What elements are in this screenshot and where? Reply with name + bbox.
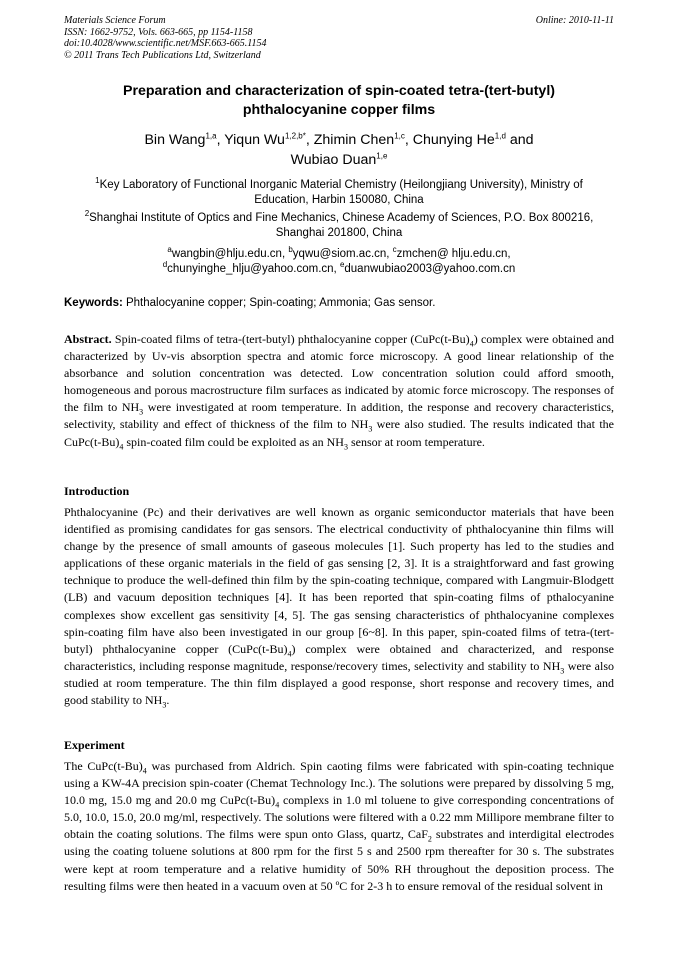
email-list: [64, 247, 614, 277]
author-name: Wubiao Duan: [290, 152, 377, 168]
affiliation-2-line-1: [64, 211, 614, 226]
keywords-text: Phthalocyanine copper; Spin-coating; Ammonia; Gas sensor.: [122, 297, 436, 309]
subscript: 3: [560, 666, 565, 676]
email-link[interactable]: wangbin@hlju.edu.cn,: [171, 248, 289, 260]
intro-text: ) complex were obtained and characterized, and response characteristics, including response magnitude, response/recovery times, selectivity and stability to NH: [64, 641, 614, 673]
email-line-2: [64, 262, 614, 277]
keywords: [64, 296, 614, 311]
section-heading-experiment: Experiment: [64, 738, 125, 752]
intro-text: Phthalocyanine (Pc) and their derivatives are well known as organic semiconductor materials that have been identified as promising candidates for gas sensors. The electrical conductivity of phthalocyanine thin films will change by the presence of small amounts of gaseous molecules [1]. Such property has led to the studies and applications of these organic materials in the field of gas sensing [2, 3]. It is a straightforward and fast growing technique to produce the well-defined thin film by the spin-coating technique, compared with Langmuir-Blodgett (LB) and vacuum deposition techniques [4]. It has been reported that spin-coating films of pthalocyanine complexes show excellent gas sensitivity [4, 5]. The gas sensing characteristics of phthalocyanine complexes spin-coating film have also been investigated in our group [6~8]. In this paper, spin-coated films of tetra-(tert-butyl) phthalocyanine copper (CuPc(t-Bu): [64, 505, 614, 656]
keywords-label: Keywords:: [64, 297, 123, 309]
affiliation-2-line-2: Shanghai 201800, China: [275, 227, 403, 239]
subscript: 4: [469, 339, 474, 349]
email-link[interactable]: duanwubiao2003@yahoo.com.cn: [344, 263, 516, 275]
affiliation-2: [64, 211, 614, 241]
online-date: Online: 2010-11-11: [535, 15, 614, 26]
journal-name: Materials Science Forum: [64, 15, 166, 26]
introduction-paragraph: [64, 504, 614, 709]
author-list: [64, 130, 614, 170]
subscript: 3: [343, 441, 348, 451]
intro-text: .: [166, 693, 170, 708]
author-sup: 1,a: [205, 131, 217, 141]
affiliation-sup: 2: [84, 209, 90, 219]
affiliation-text: Shanghai Institute of Optics and Fine Mechanics, Chinese Academy of Sciences, P.O. Box 800216,: [89, 212, 594, 224]
subscript: 4: [142, 766, 147, 776]
abstract-text: were also studied. The results indicated that the CuPc(t-Bu): [64, 417, 614, 449]
doi-line[interactable]: doi:10.4028/www.scientific.net/MSF.663-665.1154: [64, 38, 267, 49]
authors-line-2: [64, 150, 614, 170]
author-name: Bin Wang: [144, 132, 206, 148]
abstract-label: Abstract.: [64, 332, 112, 346]
subscript: 4: [119, 441, 124, 451]
author-name: Chunying He: [412, 132, 495, 148]
subscript: 3: [368, 424, 373, 434]
paper-title: [64, 82, 614, 120]
author-sup: 1,c: [394, 131, 405, 141]
affiliation-1-line-1: [64, 178, 614, 193]
author-name: Zhimin Chen: [313, 132, 395, 148]
abstract-text: sensor at room temperature.: [347, 434, 485, 449]
experiment-paragraph: [64, 758, 614, 895]
experiment-text: was purchased from Aldrich. Spin caoting films were fabricated with spin-coating technique using a KW-4A precision spin-coater (Chemat Technology Inc.). The solutions were prepared by dissolving 5 mg, 10.0 mg, 15.0 mg and 20.0 mg CuPc(t-Bu): [64, 759, 614, 808]
issn-line: ISSN: 1662-9752, Vols. 663-665, pp 1154-1158: [64, 26, 253, 38]
abstract-text: Spin-coated films of tetra-(tert-butyl) phthalocyanine copper (CuPc(t-Bu): [111, 332, 470, 346]
email-link[interactable]: zmchen@ hlju.edu.cn,: [396, 248, 511, 260]
authors-line-1: Bin Wang$^{1,a}$, Yiqun $Wu^{1,2,b*}$, Zhimin Chen$^{1,c}$, Chunying He$^{1,d}$ and: [144, 131, 534, 148]
author-sup: 1,e: [376, 151, 388, 161]
subscript: 4: [287, 649, 292, 659]
email-sup: b: [288, 245, 293, 255]
author-sup: 1,d: [494, 131, 506, 141]
intro-text: were also studied at room temperature. The thin film displayed a good response, short response and recovery times, and good stability to NH: [64, 658, 614, 708]
affiliation-sup: 1: [95, 176, 100, 186]
abstract-text: spin-coated film could be exploited as an NH: [123, 434, 344, 449]
abstract: [64, 331, 614, 451]
experiment-text: The CuPc(t-Bu): [64, 759, 143, 773]
email-sup: e: [339, 260, 345, 270]
subscript: 4: [275, 800, 280, 810]
email-link[interactable]: yqwu@siom.ac.cn,: [292, 248, 393, 260]
affiliation-1-line-2: Education, Harbin 150080, China: [254, 194, 424, 206]
subscript: 3: [139, 407, 144, 417]
copyright-line: © 2011 Trans Tech Publications Ltd, Switzerland: [64, 49, 261, 61]
abstract-text: ) complex were obtained and characterized by Uv-vis absorption spectra and atomic force microscopy. A good linear relationship of the absorbance and solution concentration was detected. Low concentration solution could afford smooth, homogeneous and porous macrostructure film surfaces as indicated by atomic force microscopy. The responses of the film to NH: [64, 332, 614, 415]
title-line-2: phthalocyanine copper films: [242, 102, 436, 118]
author-name: Yiqun Wu: [224, 132, 285, 148]
author-sup: 1,2,b*: [284, 131, 306, 141]
journal-header: [64, 15, 267, 61]
email-sup: c: [392, 245, 397, 255]
email-sup: d: [162, 260, 168, 270]
section-heading-introduction: Introduction: [64, 484, 130, 498]
and-word: and: [509, 132, 534, 148]
subscript: 2: [427, 834, 432, 844]
title-line-1: Preparation and characterization of spin-coated tetra-(tert-butyl): [123, 83, 555, 99]
subscript: 3: [162, 700, 167, 710]
affiliation-text: Key Laboratory of Functional Inorganic Material Chemistry (Heilongjiang University), Ministry of: [99, 179, 583, 191]
experiment-text: substrates and interdigital electrodes using the coating toluene solutions at 800 rpm for the first 5 s and 2500 rpm thereafter for 30 s. The substrates were kept at room temperature and a relative humidity of 50% RH throughout the deposition process. The resulting films were then heated in a vacuum oven at 50 ºC for 2-3 h to ensure removal of the residual solvent in: [64, 827, 614, 893]
email-sup: a: [167, 245, 172, 255]
experiment-text: complexs in 1.0 ml toluene to give corresponding concentrations of 5.0, 10.0, 15.0, 20.0 mg/ml, respectively. The solutions were filtered with a 0.22 mm Millipore membrane filter to obtain the coating solutions. The films were spun onto Glass, quartz, CaF: [64, 793, 614, 842]
email-link[interactable]: chunyinghe_hlju@yahoo.com.cn,: [167, 263, 340, 275]
affiliation-1: [64, 178, 614, 208]
abstract-text: were investigated at room temperature. In addition, the response and recovery characteristics, selectivity, stability and effect of thickness of the film to NH: [64, 400, 615, 432]
